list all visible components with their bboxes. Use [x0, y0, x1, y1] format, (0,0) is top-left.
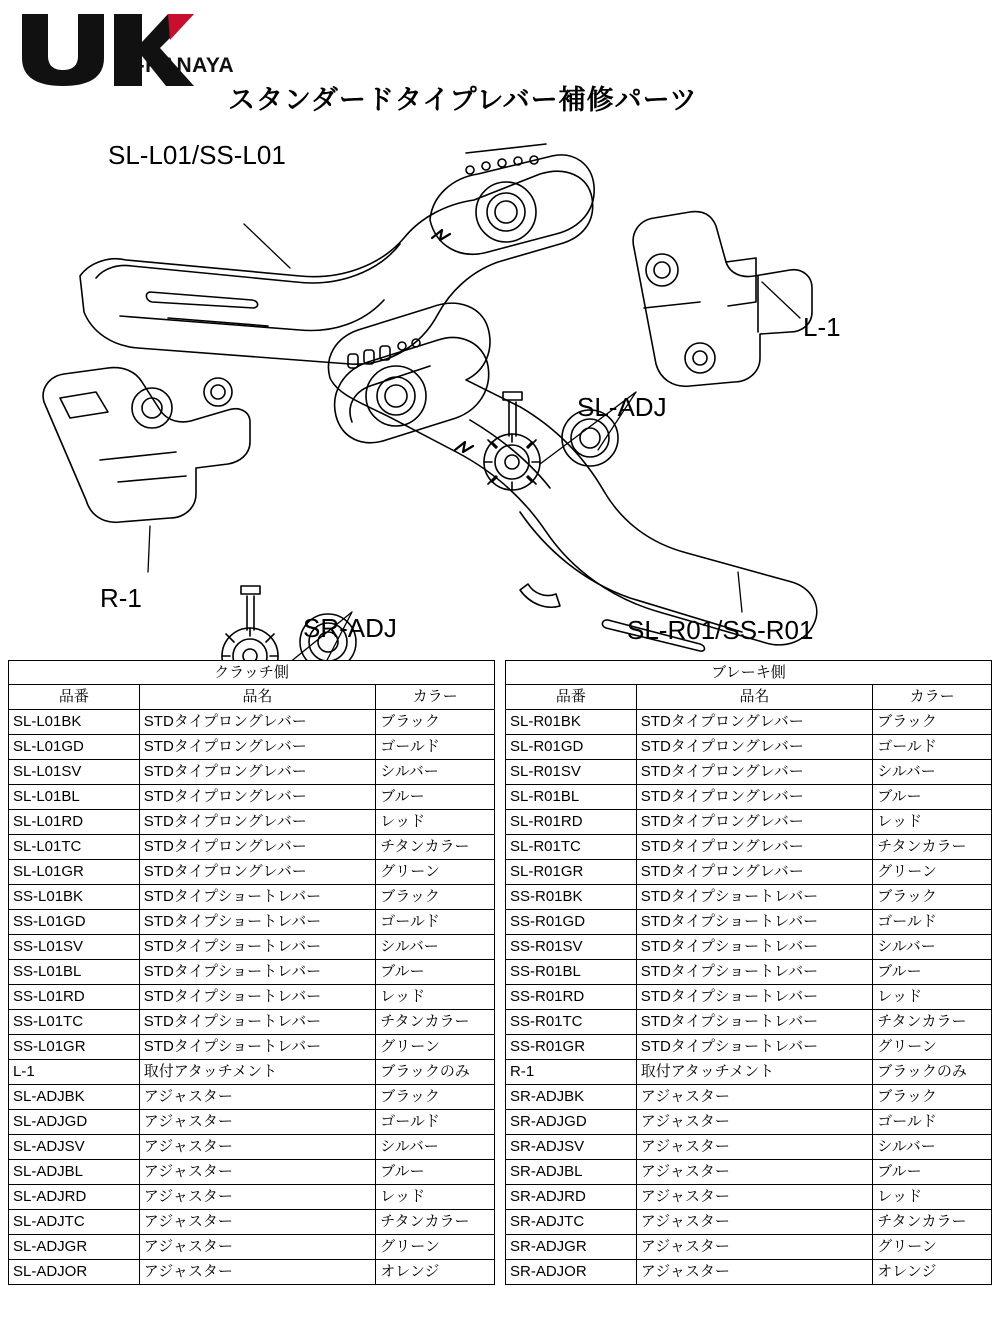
column-header-color: カラー [873, 685, 992, 710]
part-name: STDタイプロングレバー [636, 710, 872, 735]
table-row [506, 985, 992, 1010]
part-code: SL-ADJSV [9, 1135, 140, 1160]
part-code: SL-R01RD [506, 810, 637, 835]
table-row [506, 760, 992, 785]
part-color: グリーン [873, 860, 992, 885]
part-name: STDタイプショートレバー [139, 910, 375, 935]
table-row [506, 910, 992, 935]
page-header [0, 0, 1000, 132]
part-code: SR-ADJBK [506, 1085, 637, 1110]
column-header-color: カラー [376, 685, 495, 710]
part-color: シルバー [376, 1135, 495, 1160]
part-code: SL-L01RD [9, 810, 140, 835]
part-name: STDタイプショートレバー [139, 960, 375, 985]
table-row [506, 1110, 992, 1135]
part-code: SS-L01GD [9, 910, 140, 935]
part-color: シルバー [376, 935, 495, 960]
part-code: SS-L01SV [9, 935, 140, 960]
table-row [9, 835, 495, 860]
part-code: SS-L01GR [9, 1035, 140, 1060]
lever-parts-illustration [0, 120, 1000, 660]
table-row [9, 1260, 495, 1285]
part-code: SL-R01GD [506, 735, 637, 760]
part-name: アジャスター [139, 1235, 375, 1260]
part-color: ゴールド [376, 910, 495, 935]
part-name: アジャスター [636, 1110, 872, 1135]
part-color: レッド [873, 1185, 992, 1210]
page-title: スタンダードタイプレバー補修パーツ [228, 85, 698, 115]
part-code: SL-L01BK [9, 710, 140, 735]
clutch-table-body [9, 710, 495, 1285]
part-color: ゴールド [376, 1110, 495, 1135]
brake-table-body [506, 710, 992, 1285]
part-color: ブルー [376, 1160, 495, 1185]
part-name: アジャスター [636, 1135, 872, 1160]
callout-sl-adj: SL-ADJ [577, 392, 667, 422]
table-row [9, 910, 495, 935]
part-color: レッド [376, 985, 495, 1010]
table-row [506, 785, 992, 810]
part-color: ゴールド [873, 1110, 992, 1135]
brake-parts-table [505, 660, 992, 1285]
part-code: SL-ADJTC [9, 1210, 140, 1235]
table-row [506, 885, 992, 910]
part-name: STDタイプロングレバー [139, 760, 375, 785]
part-code: SL-L01GR [9, 860, 140, 885]
part-name: STDタイプロングレバー [636, 760, 872, 785]
part-code: SL-ADJGR [9, 1235, 140, 1260]
logo-wordmark: U-KANAYA [122, 54, 235, 77]
part-color: シルバー [873, 935, 992, 960]
table-row [506, 960, 992, 985]
column-header-code: 品番 [9, 685, 140, 710]
table-row [9, 1210, 495, 1235]
part-code: SR-ADJGD [506, 1110, 637, 1135]
part-code: SL-ADJRD [9, 1185, 140, 1210]
part-code: SR-ADJBL [506, 1160, 637, 1185]
part-name: STDタイプロングレバー [139, 835, 375, 860]
part-color: ブラック [376, 885, 495, 910]
part-name: STDタイプショートレバー [139, 985, 375, 1010]
part-color: チタンカラー [376, 1010, 495, 1035]
table-row [506, 810, 992, 835]
part-code: SS-R01GD [506, 910, 637, 935]
part-color: オレンジ [376, 1260, 495, 1285]
part-code: SR-ADJOR [506, 1260, 637, 1285]
part-name: 取付アタッチメント [636, 1060, 872, 1085]
part-color: ゴールド [376, 735, 495, 760]
parts-diagram [0, 120, 1000, 660]
part-name: STDタイプロングレバー [636, 785, 872, 810]
part-name: アジャスター [139, 1085, 375, 1110]
part-color: シルバー [873, 1135, 992, 1160]
part-name: STDタイプロングレバー [139, 735, 375, 760]
column-header-code: 品番 [506, 685, 637, 710]
table-row [506, 1060, 992, 1085]
part-code: SS-L01BK [9, 885, 140, 910]
table-row [9, 785, 495, 810]
part-name: アジャスター [636, 1085, 872, 1110]
part-name: STDタイプショートレバー [139, 885, 375, 910]
callout-r-1: R-1 [100, 583, 142, 613]
part-name: アジャスター [636, 1260, 872, 1285]
part-name: アジャスター [636, 1185, 872, 1210]
table-row [9, 1060, 495, 1085]
part-code: SS-R01RD [506, 985, 637, 1010]
table-row [506, 1010, 992, 1035]
part-name: STDタイプロングレバー [636, 810, 872, 835]
part-code: SL-L01TC [9, 835, 140, 860]
part-color: ゴールド [873, 735, 992, 760]
table-row [9, 1085, 495, 1110]
table-row [506, 1210, 992, 1235]
table-row [506, 1035, 992, 1060]
table-row [506, 1160, 992, 1185]
part-code: SR-ADJTC [506, 1210, 637, 1235]
table-row [506, 860, 992, 885]
part-name: アジャスター [139, 1260, 375, 1285]
part-color: レッド [376, 810, 495, 835]
part-code: SL-ADJBL [9, 1160, 140, 1185]
part-code: SR-ADJSV [506, 1135, 637, 1160]
part-name: STDタイプショートレバー [636, 1010, 872, 1035]
part-name: アジャスター [139, 1185, 375, 1210]
callout-l-1: L-1 [803, 312, 841, 342]
table-row [506, 710, 992, 735]
part-name: STDタイプショートレバー [139, 1035, 375, 1060]
part-color: オレンジ [873, 1260, 992, 1285]
part-code: SL-R01BL [506, 785, 637, 810]
part-color: ブルー [873, 1160, 992, 1185]
brand-logo [18, 10, 288, 88]
part-name: STDタイプロングレバー [636, 835, 872, 860]
part-code: SL-R01GR [506, 860, 637, 885]
part-code: SS-L01BL [9, 960, 140, 985]
table-row [9, 960, 495, 985]
part-code: SL-R01TC [506, 835, 637, 860]
part-name: STDタイプロングレバー [636, 860, 872, 885]
part-name: STDタイプロングレバー [139, 710, 375, 735]
part-code: SR-ADJGR [506, 1235, 637, 1260]
part-code: SS-R01BL [506, 960, 637, 985]
part-name: アジャスター [139, 1160, 375, 1185]
table-row [506, 735, 992, 760]
part-name: アジャスター [636, 1160, 872, 1185]
part-name: 取付アタッチメント [139, 1060, 375, 1085]
part-color: ゴールド [873, 910, 992, 935]
part-code: R-1 [506, 1060, 637, 1085]
table-row [9, 1135, 495, 1160]
table-row [9, 1035, 495, 1060]
part-code: SS-R01TC [506, 1010, 637, 1035]
part-color: チタンカラー [376, 835, 495, 860]
table-row [9, 935, 495, 960]
part-name: STDタイプショートレバー [636, 935, 872, 960]
column-header-name: 品名 [636, 685, 872, 710]
part-name: STDタイプショートレバー [636, 885, 872, 910]
part-color: ブラックのみ [376, 1060, 495, 1085]
part-code: SS-R01SV [506, 935, 637, 960]
part-code: SL-L01BL [9, 785, 140, 810]
part-name: STDタイプロングレバー [636, 735, 872, 760]
table-row [9, 860, 495, 885]
part-color: グリーン [376, 1235, 495, 1260]
part-color: ブラックのみ [873, 1060, 992, 1085]
part-name: アジャスター [139, 1110, 375, 1135]
table-row [9, 985, 495, 1010]
part-color: レッド [873, 810, 992, 835]
table-row [506, 1260, 992, 1285]
brake-side-header: ブレーキ側 [506, 661, 992, 685]
part-color: グリーン [873, 1235, 992, 1260]
table-row [9, 1010, 495, 1035]
callout-sl-r01: SL-R01/SS-R01 [627, 615, 814, 645]
part-name: アジャスター [139, 1210, 375, 1235]
part-color: レッド [376, 1185, 495, 1210]
table-row [506, 1185, 992, 1210]
part-code: SS-L01RD [9, 985, 140, 1010]
part-code: SR-ADJRD [506, 1185, 637, 1210]
table-row [506, 935, 992, 960]
part-color: シルバー [376, 760, 495, 785]
part-name: アジャスター [636, 1235, 872, 1260]
table-row [9, 735, 495, 760]
table-row [9, 710, 495, 735]
table-row [9, 1235, 495, 1260]
callout-sl-l01: SL-L01/SS-L01 [108, 140, 286, 170]
table-row [9, 1110, 495, 1135]
part-name: STDタイプショートレバー [139, 935, 375, 960]
clutch-parts-table [8, 660, 495, 1285]
part-color: ブルー [873, 785, 992, 810]
part-code: SL-L01SV [9, 760, 140, 785]
part-code: SL-ADJOR [9, 1260, 140, 1285]
part-color: レッド [873, 985, 992, 1010]
part-color: チタンカラー [873, 835, 992, 860]
part-color: チタンカラー [873, 1010, 992, 1035]
part-color: グリーン [376, 860, 495, 885]
part-code: SL-ADJBK [9, 1085, 140, 1110]
part-name: STDタイプショートレバー [636, 985, 872, 1010]
part-name: STDタイプショートレバー [636, 960, 872, 985]
part-color: ブラック [376, 710, 495, 735]
part-color: ブラック [873, 1085, 992, 1110]
part-color: シルバー [873, 760, 992, 785]
part-color: ブルー [873, 960, 992, 985]
clutch-side-header: クラッチ側 [9, 661, 495, 685]
table-row [9, 885, 495, 910]
parts-tables [8, 660, 992, 1285]
part-code: SL-ADJGD [9, 1110, 140, 1135]
part-code: SS-R01GR [506, 1035, 637, 1060]
part-code: SS-R01BK [506, 885, 637, 910]
part-code: SS-L01TC [9, 1010, 140, 1035]
part-code: SL-L01GD [9, 735, 140, 760]
part-name: STDタイプロングレバー [139, 785, 375, 810]
part-color: ブルー [376, 785, 495, 810]
part-code: L-1 [9, 1060, 140, 1085]
part-color: グリーン [873, 1035, 992, 1060]
part-color: ブラック [873, 885, 992, 910]
part-color: ブラック [873, 710, 992, 735]
part-code: SL-R01SV [506, 760, 637, 785]
column-header-name: 品名 [139, 685, 375, 710]
part-name: STDタイプショートレバー [139, 1010, 375, 1035]
table-row [9, 1185, 495, 1210]
table-row [506, 1235, 992, 1260]
part-color: グリーン [376, 1035, 495, 1060]
callout-sr-adj: SR-ADJ [303, 613, 397, 643]
table-row [506, 1085, 992, 1110]
part-color: ブラック [376, 1085, 495, 1110]
table-row [9, 810, 495, 835]
part-name: STDタイプロングレバー [139, 810, 375, 835]
part-color: ブルー [376, 960, 495, 985]
table-row [9, 760, 495, 785]
part-code: SL-R01BK [506, 710, 637, 735]
table-row [9, 1160, 495, 1185]
part-color: チタンカラー [376, 1210, 495, 1235]
table-row [506, 835, 992, 860]
part-name: STDタイプロングレバー [139, 860, 375, 885]
part-color: チタンカラー [873, 1210, 992, 1235]
part-name: アジャスター [139, 1135, 375, 1160]
part-name: STDタイプショートレバー [636, 1035, 872, 1060]
part-name: STDタイプショートレバー [636, 910, 872, 935]
table-row [506, 1135, 992, 1160]
part-name: アジャスター [636, 1210, 872, 1235]
